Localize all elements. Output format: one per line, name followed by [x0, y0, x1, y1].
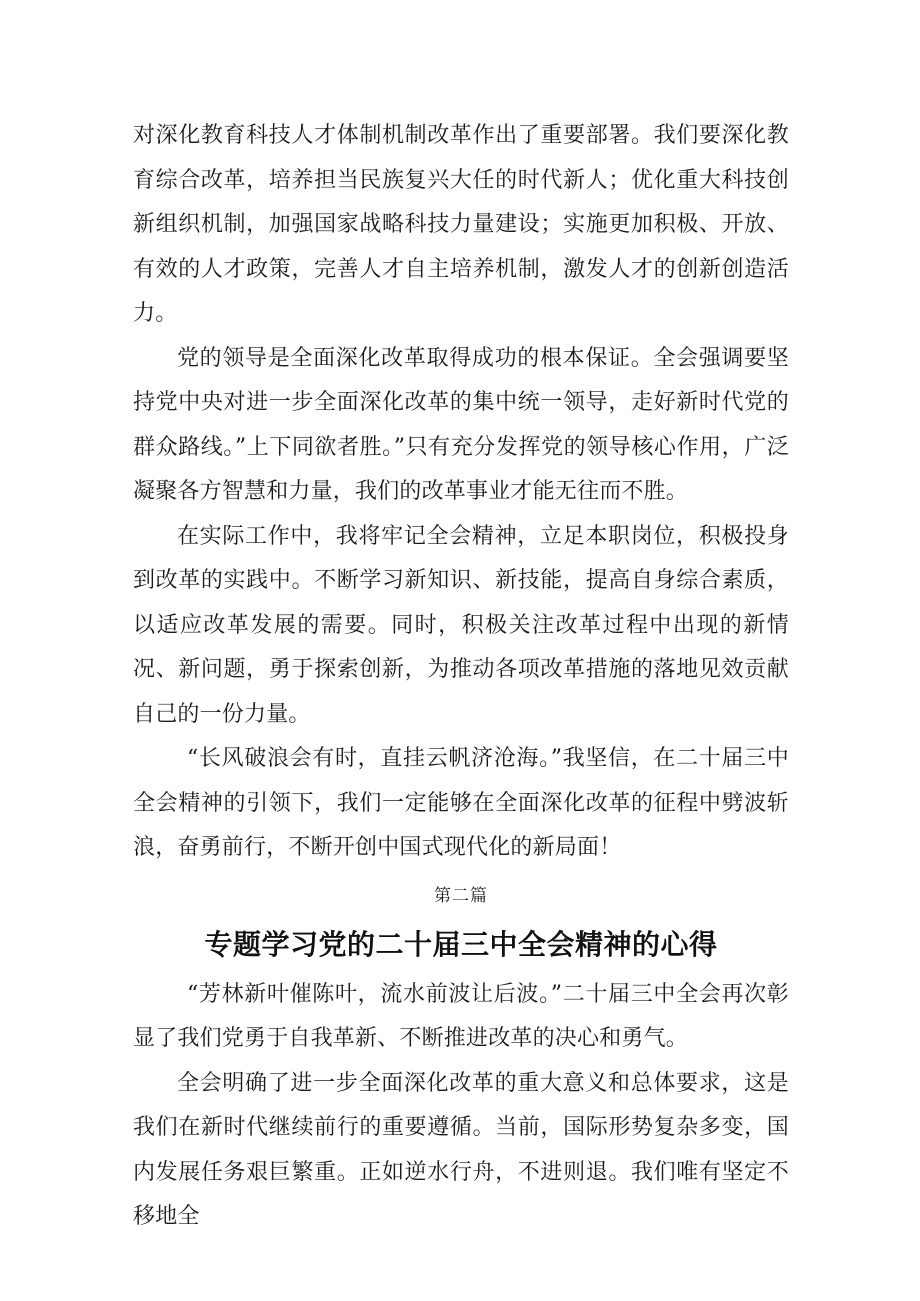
paragraph-practical-work: 在实际工作中，我将牢记全会精神，立足本职岗位，积极投身到改革的实践中。不断学习新知识、新技能，提高自身综合素质，以适应改革发展的需要。同时，积极关注改革过程中出现的新情况、新问题，勇于探索创新，为推动各项改革措施的落地见效贡献自己的一份力量。 — [133, 523, 789, 727]
paragraph-overall-requirements: 全会明确了进一步全面深化改革的重大意义和总体要求，这是我们在新时代继续前行的重要遵循。当前，国际形势复杂多变，国内发展任务艰巨繁重。正如逆水行舟，不进则退。我们唯有坚定不移地全 — [133, 1070, 789, 1229]
article-title: 专题学习党的二十届三中全会精神的心得 — [204, 927, 718, 961]
paragraph-opening-quote: “芳林新叶催陈叶，流水前波让后波。”二十届三中全会再次彰显了我们党勇于自我革新、不断推进改革的决心和勇气。 — [133, 981, 789, 1051]
section-label: 第二篇 — [434, 885, 488, 906]
paragraph-education-reform: 对深化教育科技人才体制机制改革作出了重要部署。我们要深化教育综合改革，培养担当民族复兴大任的时代新人；优化重大科技创新组织机制，加强国家战略科技力量建设；实施更加积极、开放、有效的人才政策，完善人才自主培养机制，激发人才的创新创造活力。 — [133, 123, 789, 326]
paragraph-conclusion-quote: “长风破浪会有时，直挂云帆济沧海。”我坚信，在二十届三中全会精神的引领下，我们一定能够在全面深化改革的征程中劈波斩浪，奋勇前行，不断开创中国式现代化的新局面！ — [133, 746, 789, 860]
document-body — [133, 114, 789, 1240]
paragraph-party-leadership: 党的领导是全面深化改革取得成功的根本保证。全会强调要坚持党中央对进一步全面深化改革的集中统一领导，走好新时代党的群众路线。”上下同欲者胜。”只有充分发挥党的领导核心作用，广泛凝聚各方智慧和力量，我们的改革事业才能无往而不胜。 — [133, 345, 789, 504]
